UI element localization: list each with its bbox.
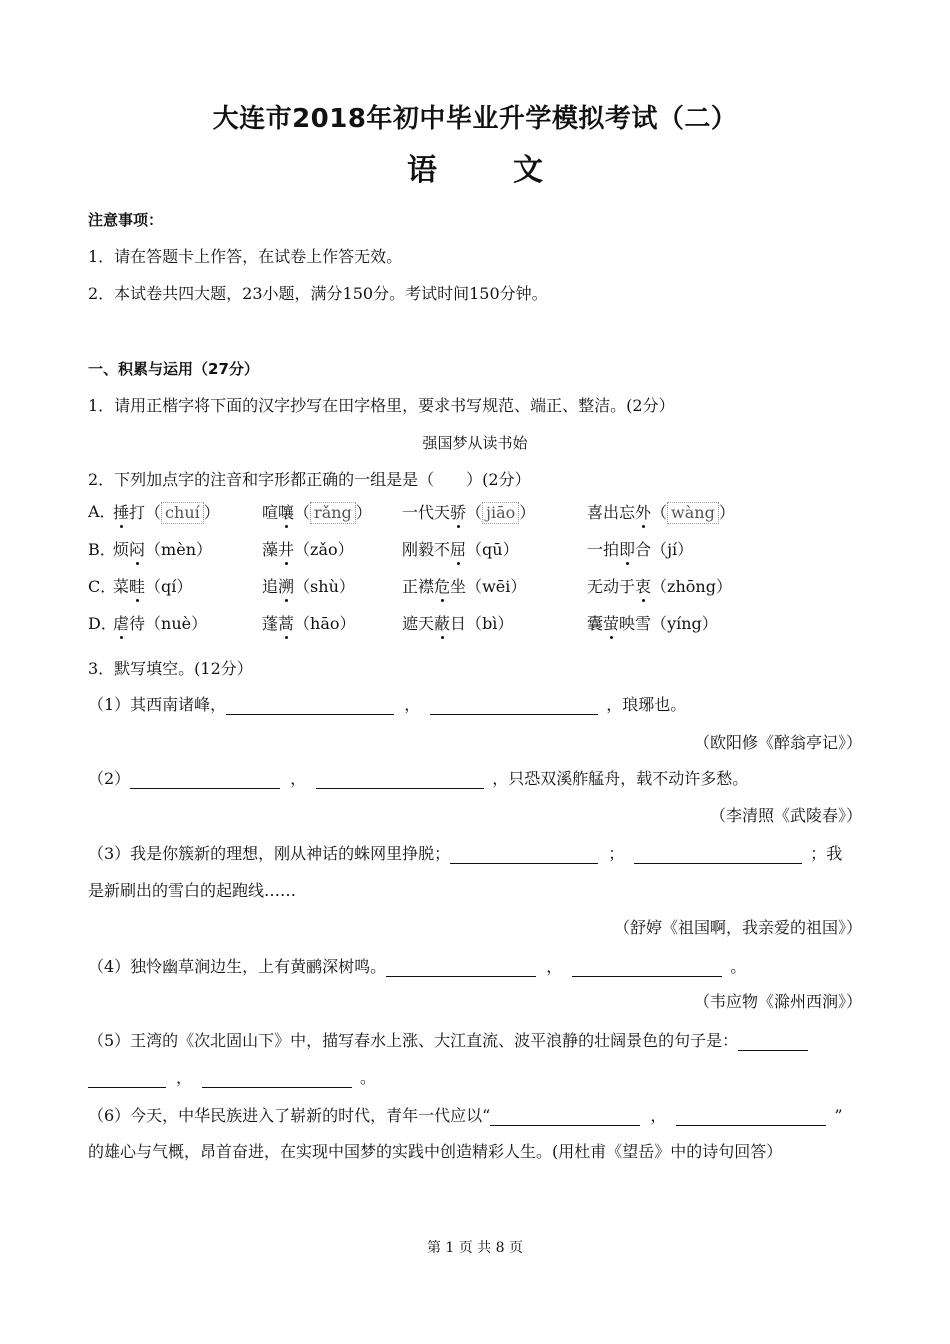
pinyin: qū xyxy=(482,540,503,559)
dotted-character: 骄 xyxy=(450,503,467,522)
q2-option-item xyxy=(402,614,513,634)
dotted-character: 捶 xyxy=(113,503,130,522)
close-paren: ） xyxy=(196,540,213,559)
open-paren: （ xyxy=(294,503,311,522)
q2-option-item xyxy=(262,577,355,597)
exam-title: 大连市2018年初中毕业升学模拟考试（二） xyxy=(212,104,738,134)
word-suffix: 打 xyxy=(129,503,146,522)
q1-prompt: 1．请用正楷字将下面的汉字抄写在田字格里，要求书写规范、端正、整洁。(2分） xyxy=(88,396,675,415)
q3-3-blank-2[interactable] xyxy=(634,846,802,864)
q3-1-blank-1[interactable] xyxy=(226,697,394,715)
pinyin: mèn xyxy=(161,540,196,559)
dotted-character: 蒿 xyxy=(278,614,295,633)
open-paren: （ xyxy=(145,614,162,633)
notes-heading: 注意事项： xyxy=(88,211,164,229)
q2-option-label: A． xyxy=(88,502,116,521)
q3-4-text-c: 。 xyxy=(730,957,747,976)
open-paren: （ xyxy=(294,577,311,596)
q3-item-4 xyxy=(88,957,746,977)
q3-6-text-a: （6）今天，中华民族进入了崭新的时代，青年一代应以“ xyxy=(88,1106,491,1125)
q3-6-text-c: ” xyxy=(834,1106,843,1125)
q3-item-5-line2 xyxy=(88,1068,376,1088)
word-suffix: 映雪 xyxy=(619,614,652,633)
pinyin: wēi xyxy=(482,577,511,596)
open-paren: （ xyxy=(145,540,162,559)
open-paren: （ xyxy=(651,614,668,633)
word-prefix: 蓬 xyxy=(262,614,279,633)
dotted-character: 井 xyxy=(278,540,295,559)
dotted-character: 嚷 xyxy=(278,503,295,522)
word-prefix: 遮天 xyxy=(402,614,435,633)
q2-option-item xyxy=(113,540,212,560)
open-paren: （ xyxy=(466,614,483,633)
close-paren: ） xyxy=(339,614,356,633)
close-paren: ） xyxy=(203,503,220,522)
close-paren: ） xyxy=(176,577,193,596)
q3-5-text-b: ， xyxy=(176,1068,193,1087)
q3-2-text-c: ，只恐双溪舴艋舟，载不动许多愁。 xyxy=(492,769,749,788)
dotted-character: 即 xyxy=(619,540,636,559)
q3-6-text-b: ， xyxy=(650,1106,667,1125)
open-paren: （ xyxy=(294,540,311,559)
q2-option-item xyxy=(402,502,535,524)
q2-prompt: 2．下列加点字的注音和字形都正确的一组是是（ ）(2分） xyxy=(88,470,531,489)
pinyin: zhōng xyxy=(667,577,716,596)
q2-option-item xyxy=(113,577,192,597)
pinyin: nuè xyxy=(161,614,192,633)
q3-item-6 xyxy=(88,1106,843,1126)
word-prefix: 刚毅不 xyxy=(402,540,451,559)
q3-1-text-c: ，琅琊也。 xyxy=(606,695,687,714)
q3-1-source: （欧阳修《醉翁亭记》） xyxy=(693,733,862,752)
word-prefix: 藻 xyxy=(262,540,279,559)
open-paren: （ xyxy=(651,577,668,596)
word-prefix: 一拍 xyxy=(587,540,620,559)
dotted-character: 外 xyxy=(635,503,652,522)
word-prefix: 无动于 xyxy=(587,577,636,596)
q3-3-source: （舒婷《祖国啊，我亲爱的祖国》） xyxy=(613,918,862,937)
q3-2-text-a: （2） xyxy=(88,769,131,788)
q1-copy-text: 强国梦从读书始 xyxy=(422,434,528,452)
subject-right-char: 文 xyxy=(513,153,543,188)
q3-item-5 xyxy=(88,1031,808,1051)
pinyin: shù xyxy=(310,577,339,596)
q2-option-item xyxy=(402,540,519,560)
close-paren: ） xyxy=(497,614,514,633)
pinyin: bì xyxy=(482,614,498,633)
word-suffix: 待 xyxy=(129,614,146,633)
q2-option-item xyxy=(113,502,220,524)
q3-5-blank-2[interactable] xyxy=(202,1070,352,1088)
subject-left-char: 语 xyxy=(407,153,437,188)
pinyin: qí xyxy=(161,577,177,596)
close-paren: ） xyxy=(701,614,718,633)
dotted-character: 溯 xyxy=(278,577,295,596)
open-paren: （ xyxy=(145,503,162,522)
pinyin: rǎng xyxy=(310,502,356,524)
close-paren: ） xyxy=(510,577,527,596)
open-paren: （ xyxy=(466,503,483,522)
open-paren: （ xyxy=(466,540,483,559)
open-paren: （ xyxy=(651,540,668,559)
q2-option-label: D． xyxy=(88,614,117,633)
q2-option-item xyxy=(262,614,356,634)
word-prefix: 喧 xyxy=(262,503,279,522)
q3-2-text-b: ， xyxy=(290,769,307,788)
q3-6-line2: 的雄心与气概，昂首奋进，在实现中国梦的实践中创造精彩人生。(用杜甫《望岳》中的诗句回答） xyxy=(88,1142,783,1161)
dotted-character: 畦 xyxy=(129,577,146,596)
q3-1-blank-2[interactable] xyxy=(430,697,598,715)
q3-4-blank-2[interactable] xyxy=(572,959,722,977)
q3-prompt: 3．默写填空。(12分） xyxy=(88,659,253,678)
q3-5-text-a: （5）王湾的《次北固山下》中，描写春水上涨、大江直流、波平浪静的壮阔景色的句子是： xyxy=(88,1031,739,1050)
q3-2-blank-1[interactable] xyxy=(130,771,280,789)
q3-2-source: （李清照《武陵春》） xyxy=(709,806,862,825)
q2-option-item xyxy=(587,614,718,634)
dotted-character: 衷 xyxy=(635,577,652,596)
pinyin: chuí xyxy=(161,502,204,524)
pinyin: jí xyxy=(667,540,678,559)
q3-3-text-b: ； xyxy=(608,844,625,863)
word-suffix: 合 xyxy=(635,540,652,559)
q3-item-1 xyxy=(88,695,686,715)
open-paren: （ xyxy=(145,577,162,596)
open-paren: （ xyxy=(294,614,311,633)
word-prefix: 囊 xyxy=(587,614,604,633)
note-item-1: 1．请在答题卡上作答，在试卷上作答无效。 xyxy=(88,247,403,266)
word-prefix: 喜出忘 xyxy=(587,503,636,522)
q3-item-3 xyxy=(88,844,842,864)
close-paren: ） xyxy=(502,540,519,559)
close-paren: ） xyxy=(337,540,354,559)
page-footer: 第 1 页 共 8 页 xyxy=(426,1240,524,1256)
q2-option-item xyxy=(587,502,735,524)
q2-option-item xyxy=(113,614,207,634)
open-paren: （ xyxy=(466,577,483,596)
q3-5-blank-1a[interactable] xyxy=(738,1033,808,1051)
pinyin: jiāo xyxy=(482,502,519,524)
close-paren: ） xyxy=(338,577,355,596)
q2-option-label: B． xyxy=(88,540,116,559)
dotted-character: 萤 xyxy=(603,614,620,633)
subject-heading xyxy=(0,145,950,189)
dotted-character: 闷 xyxy=(129,540,146,559)
dotted-character: 虐 xyxy=(113,614,130,633)
q3-6-blank-2[interactable] xyxy=(676,1108,826,1126)
pinyin: wàng xyxy=(667,502,719,524)
section1-heading: 一、积累与运用（27分） xyxy=(88,360,259,378)
word-prefix: 正襟 xyxy=(402,577,435,596)
q3-3-blank-1[interactable] xyxy=(450,846,598,864)
word-prefix: 菜 xyxy=(113,577,130,596)
close-paren: ） xyxy=(355,503,372,522)
q3-item-2 xyxy=(88,769,748,789)
q3-4-text-a: （4）独怜幽草涧边生，上有黄鹂深树鸣。 xyxy=(88,957,387,976)
close-paren: ） xyxy=(718,503,735,522)
pinyin: yíng xyxy=(667,614,702,633)
q3-3-text-c: ；我 xyxy=(810,844,843,863)
q3-1-text-b: ， xyxy=(404,695,421,714)
q2-option-item xyxy=(262,502,372,524)
close-paren: ） xyxy=(519,503,536,522)
word-prefix: 烦 xyxy=(113,540,130,559)
note-item-2: 2．本试卷共四大题，23小题，满分150分。考试时间150分钟。 xyxy=(88,284,548,303)
close-paren: ） xyxy=(715,577,732,596)
dotted-character: 蔽 xyxy=(434,614,451,633)
q3-2-blank-2[interactable] xyxy=(316,771,484,789)
dotted-character: 危 xyxy=(434,577,451,596)
q2-option-label: C． xyxy=(88,577,117,596)
open-paren: （ xyxy=(651,503,668,522)
q3-5-text-c: 。 xyxy=(360,1068,377,1087)
q3-1-text-a: （1）其西南诸峰， xyxy=(88,695,227,714)
word-prefix: 追 xyxy=(262,577,279,596)
close-paren: ） xyxy=(191,614,208,633)
word-suffix: 坐 xyxy=(450,577,467,596)
q2-option-item xyxy=(402,577,526,597)
close-paren: ） xyxy=(677,540,694,559)
q3-5-blank-1b[interactable] xyxy=(88,1070,166,1088)
word-prefix: 一代天 xyxy=(402,503,451,522)
pinyin: hāo xyxy=(310,614,340,633)
q3-3-text-a: （3）我是你簇新的理想，刚从神话的蛛网里挣脱； xyxy=(88,844,451,863)
q2-option-item xyxy=(587,540,693,560)
dotted-character: 屈 xyxy=(450,540,467,559)
word-suffix: 日 xyxy=(450,614,467,633)
q3-6-blank-1[interactable] xyxy=(490,1108,640,1126)
q3-4-blank-1[interactable] xyxy=(386,959,536,977)
q3-4-source: （韦应物《滁州西涧》） xyxy=(693,992,862,1011)
q3-4-text-b: ， xyxy=(546,957,563,976)
q2-option-item xyxy=(587,577,732,597)
q3-3-line2: 是新刷出的雪白的起跑线…… xyxy=(88,881,297,900)
q2-option-item xyxy=(262,540,354,560)
pinyin: zǎo xyxy=(310,540,338,559)
